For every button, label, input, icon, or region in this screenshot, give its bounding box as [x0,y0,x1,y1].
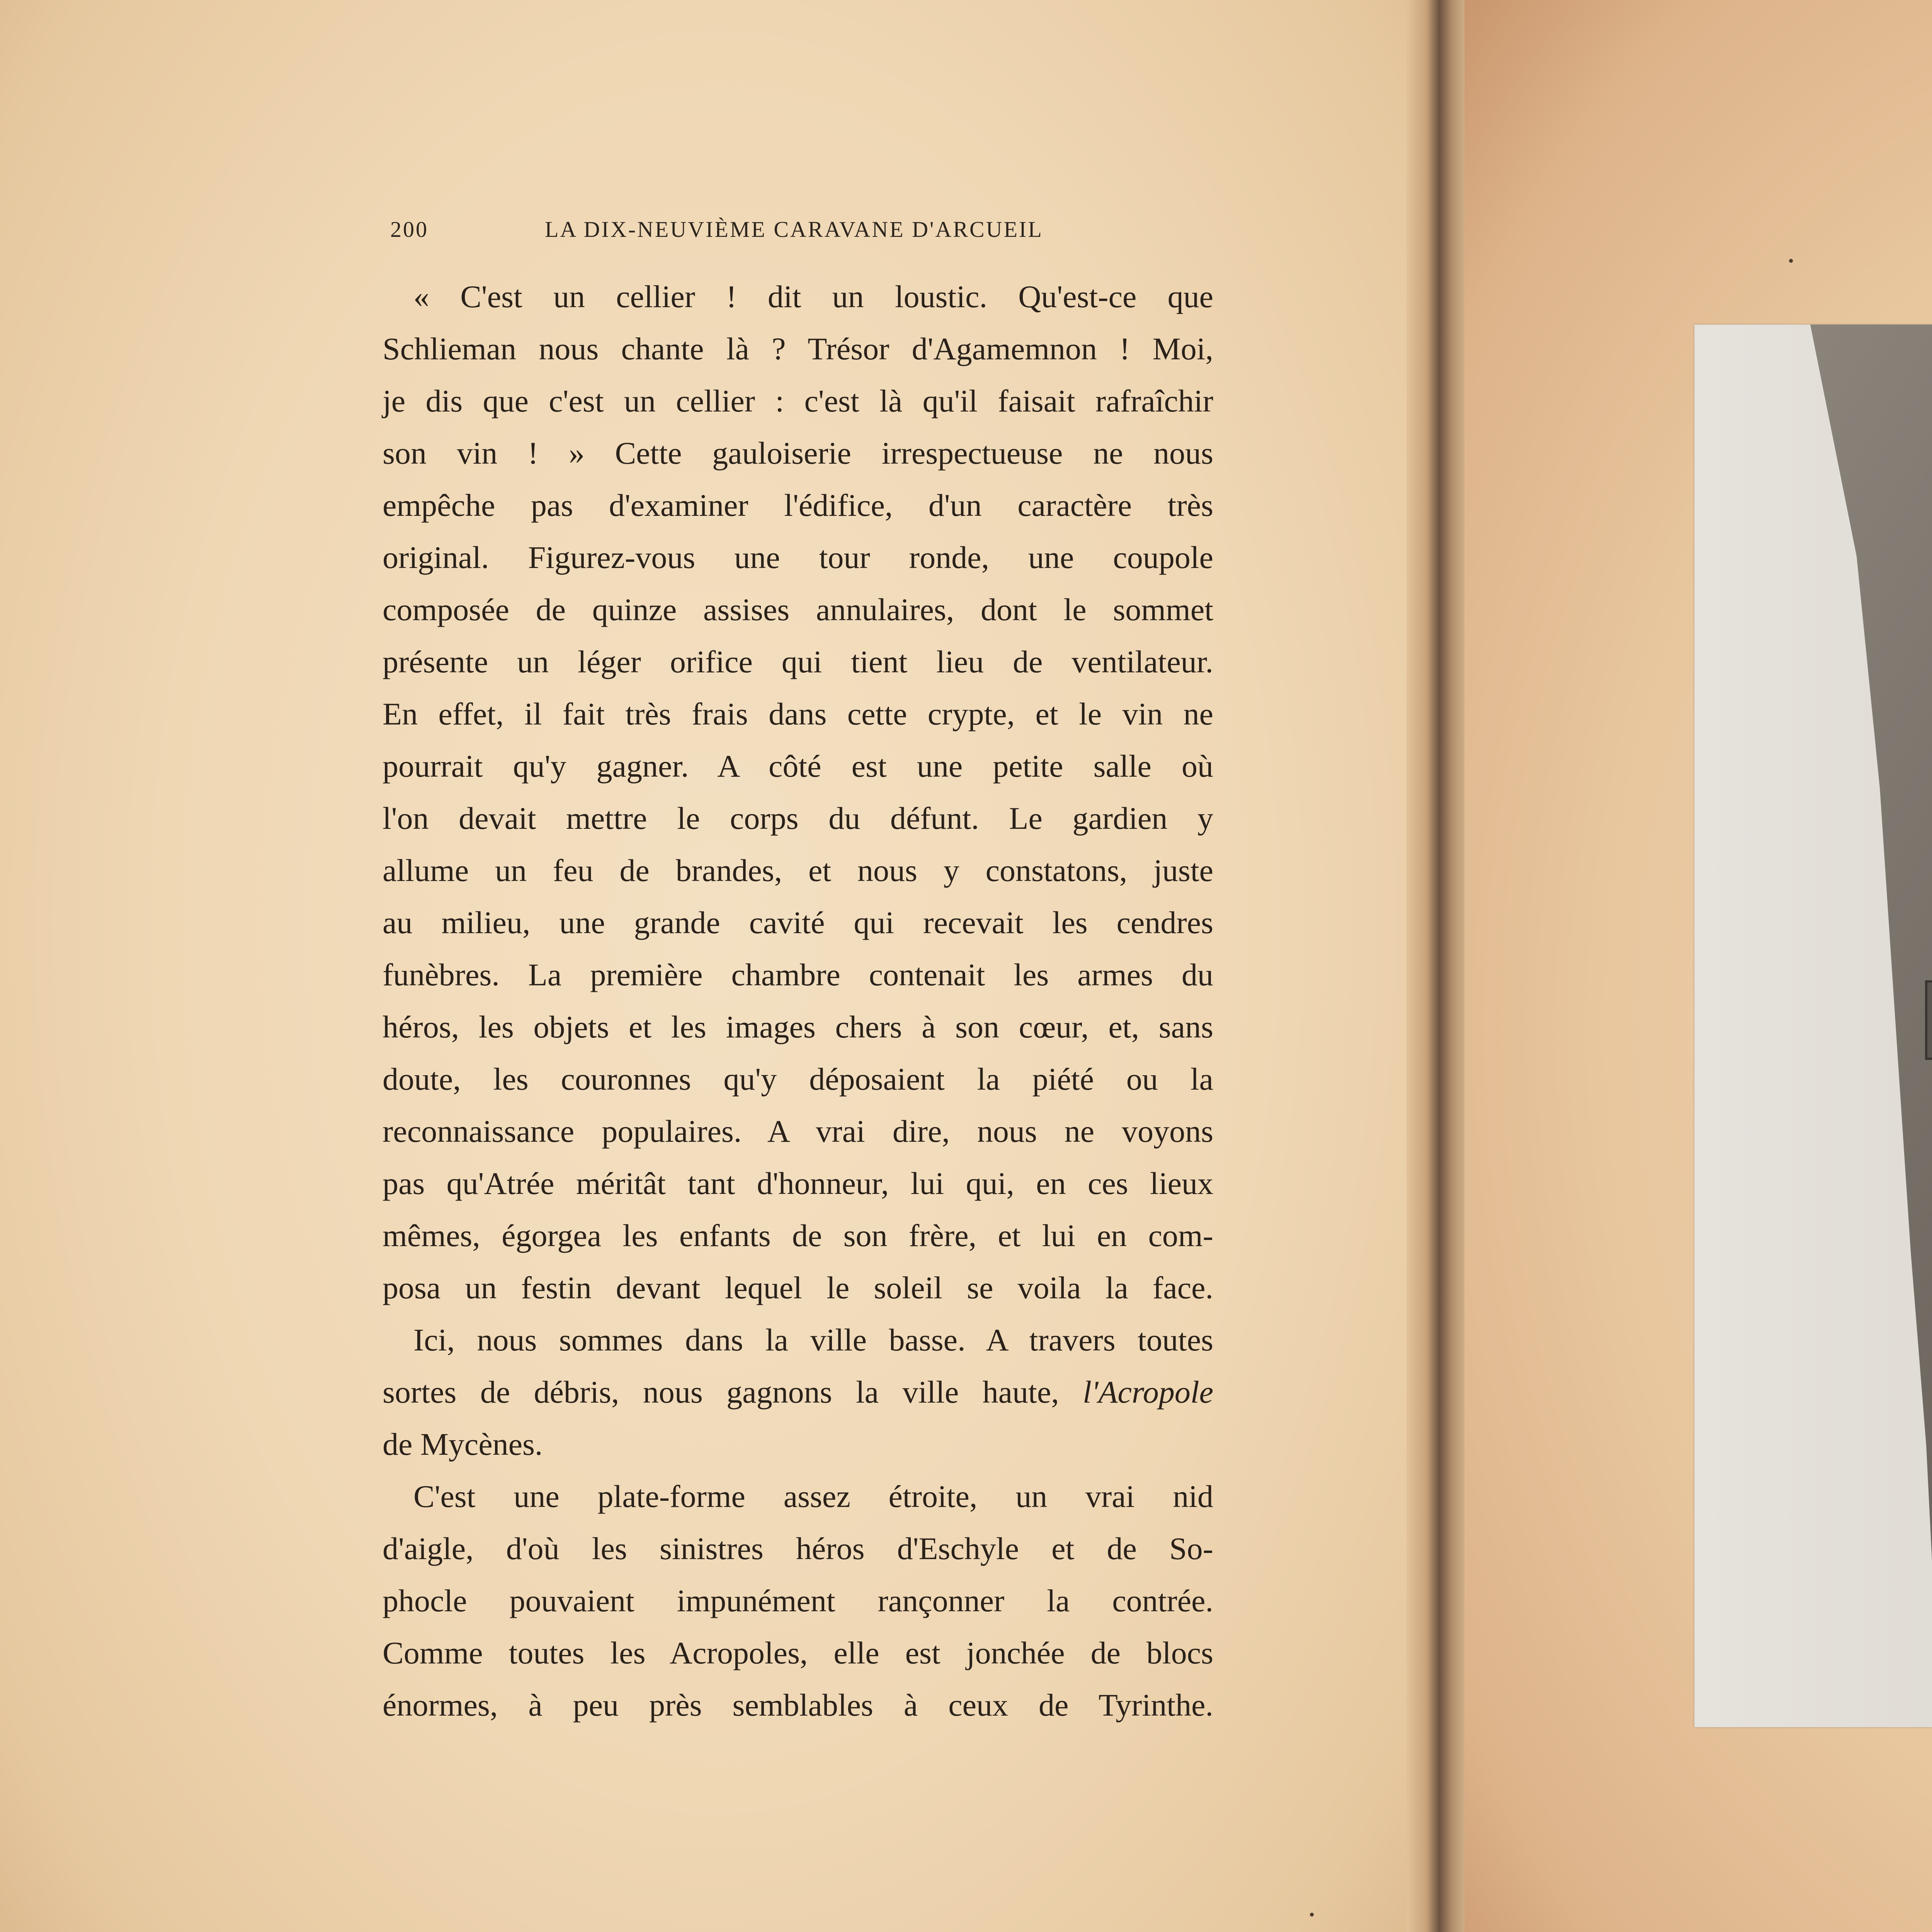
text-line: mêmes, égorgea les enfants de son frère, et lui en com- [383,1218,1213,1253]
text-line: Ici, nous sommes dans la ville basse. A travers toutes [413,1322,1213,1357]
text-line: posa un festin devant lequel le soleil se voila la face. [383,1270,1213,1305]
text-line: funèbres. La première chambre contenait les armes du [383,957,1213,992]
text-line: « C'est un cellier ! dit un loustic. Qu'est-ce que [413,279,1213,314]
body-text [383,270,1213,1731]
text-line: phocle pouvaient impunément rançonner la contrée. [383,1583,1213,1618]
text-line: présente un léger orifice qui tient lieu de ventilateur. [383,644,1213,679]
text-line: allume un feu de brandes, et nous y constatons, juste [383,853,1213,888]
text-line: son vin ! » Cette gauloiserie irrespectueuse ne nous [383,435,1213,471]
text-line: original. Figurez-vous une tour ronde, une coupole [383,540,1213,575]
page-number: 200 [390,217,429,242]
text-line: doute, les couronnes qu'y déposaient la piété ou la [383,1061,1213,1097]
text-line: Comme toutes les Acropoles, elle est jonchée de blocs [383,1635,1213,1670]
photo-plate-image [1694,325,1932,1727]
paper-speck [1789,259,1793,263]
text-line: je dis que c'est un cellier : c'est là qu'il faisait rafraîchir [383,383,1213,418]
text-line-with-italic [383,1366,1213,1418]
text-line: C'est une plate-forme assez étroite, un vrai nid [413,1479,1213,1514]
text-line: composée de quinze assises annulaires, dont le sommet [383,592,1213,627]
text-line: pourrait qu'y gagner. A côté est une petite salle où [383,748,1213,784]
text-line: empêche pas d'examiner l'édifice, d'un caractère très [383,488,1213,523]
text-line: En effet, il fait très frais dans cette crypte, et le vin ne [383,696,1213,731]
text-line: d'aigle, d'où les sinistres héros d'Eschyle et de So- [383,1531,1213,1566]
paper-speck [1310,1913,1314,1917]
text-line: héros, les objets et les images chers à son cœur, et, sans [383,1009,1213,1044]
text-line: au milieu, une grande cavité qui recevait les cendres [383,905,1213,940]
running-title: LA DIX-NEUVIÈME CARAVANE D'ARCUEIL [545,217,1043,242]
italic-term: l'Acropole [1083,1374,1213,1410]
photo-plate [1694,325,1932,1727]
text-line: de Mycènes. [383,1427,543,1462]
text-line: Schlieman nous chante là ? Trésor d'Agamemnon ! Moi, [383,331,1213,366]
text-line: pas qu'Atrée méritât tant d'honneur, lui qui, en ces lieux [383,1166,1213,1201]
text-line: énormes, à peu près semblables à ceux de Tyrinthe. [383,1687,1213,1723]
text-line: reconnaissance populaires. A vrai dire, nous ne voyons [383,1114,1213,1149]
text-line: l'on devait mettre le corps du défunt. Le gardien y [383,801,1213,836]
text-fragment: sortes de débris, nous gagnons la ville haute, [383,1374,1083,1410]
book-gutter [1406,0,1472,1932]
